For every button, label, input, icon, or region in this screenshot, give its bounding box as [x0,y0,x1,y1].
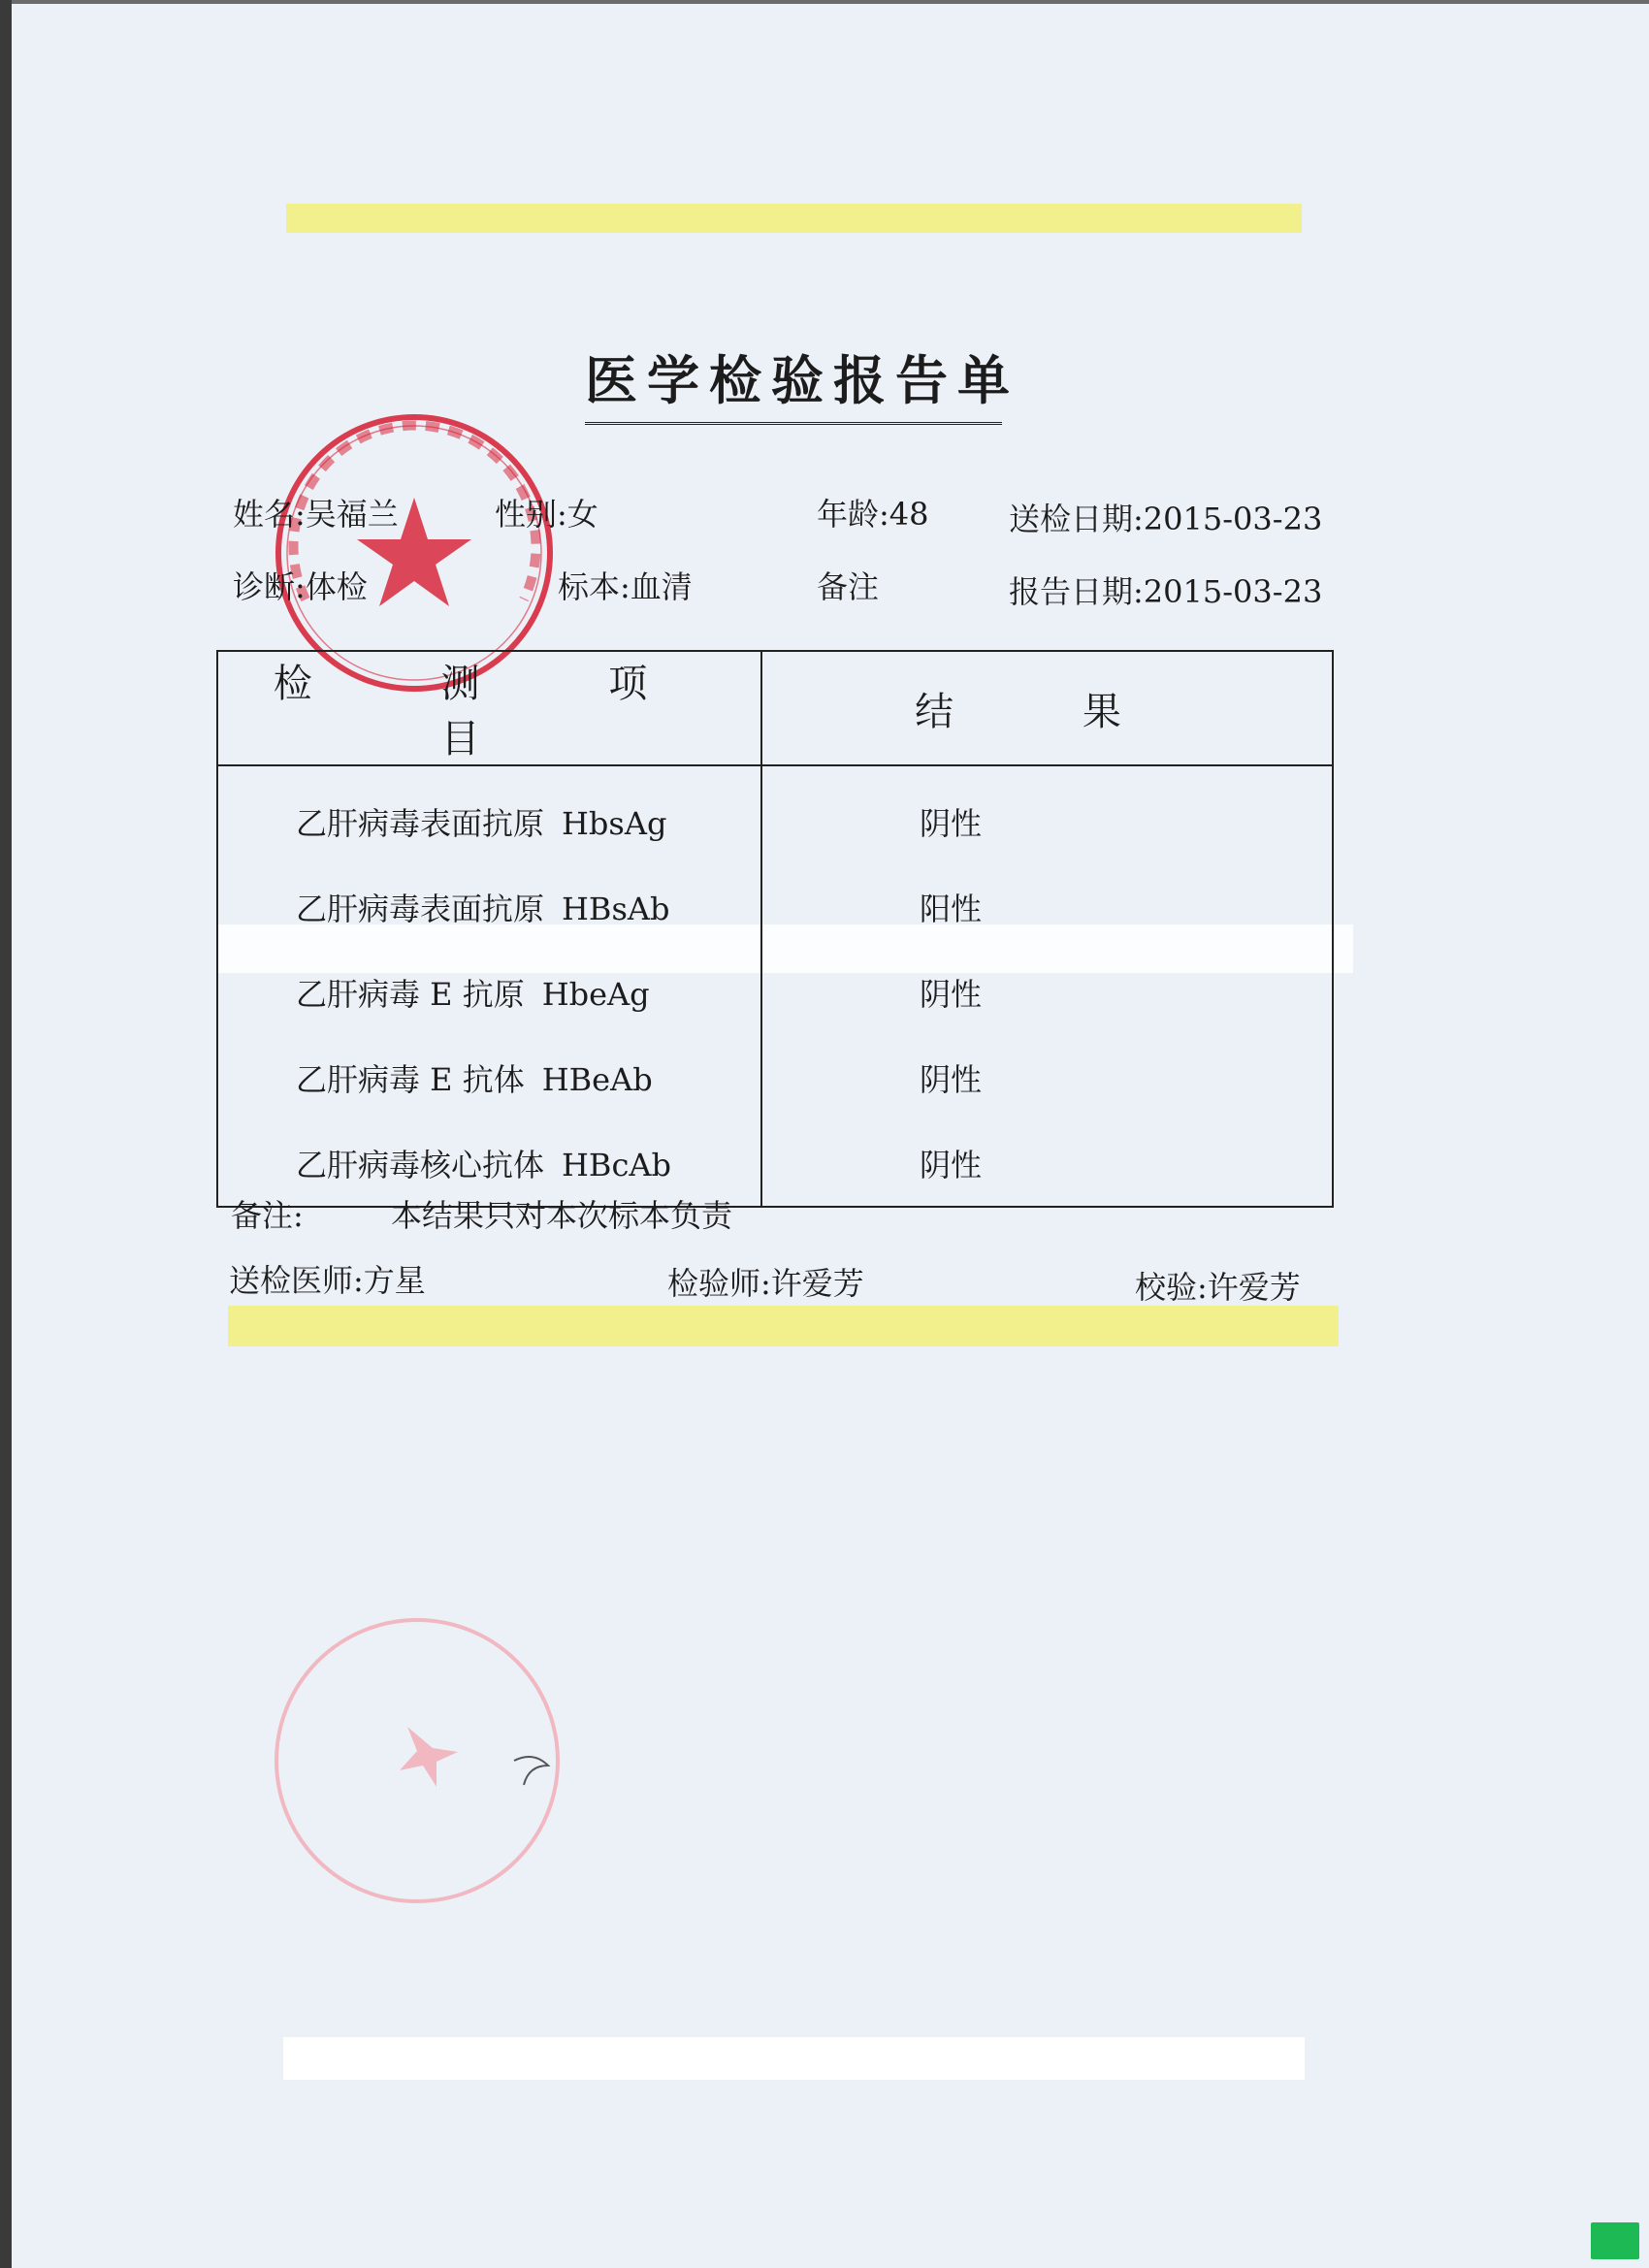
results-table-header [217,651,1333,765]
column-header-result: 结 果 [761,651,1333,765]
faded-seal-bleedthrough [267,1610,567,1911]
test-result-cell: 阳性 [761,864,1333,950]
diagnosis-field [233,563,368,607]
test-result-cell: 阴性 [761,765,1333,864]
doctor-field [229,1256,426,1301]
test-result-cell: 阴性 [761,950,1333,1035]
scan-white-strip [283,2037,1305,2080]
test-item-code: HBeAb [541,1061,653,1098]
test-result-cell: 阴性 [761,1035,1333,1120]
send-date-label: 送检日期: [1009,501,1144,537]
age-label: 年龄: [817,496,889,533]
checker-field [1135,1263,1301,1308]
test-item-code: HBcAb [562,1147,671,1183]
report-title: 医学检验报告单 [585,340,1002,425]
specimen-label: 标本: [558,568,630,605]
remark-field [817,563,879,607]
checker-label: 校验: [1135,1269,1208,1306]
test-item-name: 乙肝病毒 E 抗原 [296,976,525,1013]
test-item-cell [217,864,761,950]
patient-name-value: 吴福兰 [305,496,399,533]
highlight-bar-top [286,204,1302,233]
test-item-name: 乙肝病毒核心抗体 [296,1147,545,1183]
age-field [817,490,929,535]
table-row [217,765,1333,864]
test-result-cell: 阴性 [761,1120,1333,1207]
note-label: 备注: [231,1197,304,1234]
remark-label: 备注 [817,568,880,605]
watermark-badge [1591,2222,1639,2259]
results-table [216,650,1334,1208]
report-date-value: 2015-03-23 [1143,573,1323,610]
column-header-item: 检 测 项 目 [217,651,761,765]
scan-top-edge [12,0,1649,4]
diagnosis-value: 体检 [305,568,368,605]
gender-field [495,490,598,535]
specimen-value: 血清 [630,568,693,605]
technician-field [667,1259,864,1304]
test-item-code: HBsAb [562,891,670,927]
table-row [217,1035,1333,1120]
specimen-field [558,563,693,607]
checker-value: 许爱芳 [1207,1269,1301,1306]
send-date-field [1009,495,1322,539]
doctor-value: 方星 [363,1262,426,1299]
test-item-code: HbeAg [541,976,650,1013]
note-text: 本结果只对本次标本负责 [391,1197,733,1234]
test-item-name: 乙肝病毒 E 抗体 [296,1061,525,1098]
technician-value: 许爱芳 [770,1265,864,1302]
test-item-cell [217,765,761,864]
test-item-code: HbsAg [562,805,667,842]
send-date-value: 2015-03-23 [1143,501,1323,537]
technician-label: 检验师: [667,1265,771,1302]
doctor-label: 送检医师: [229,1262,364,1299]
age-value: 48 [889,496,929,533]
diagnosis-label: 诊断: [233,568,306,605]
table-row [217,950,1333,1035]
test-item-name: 乙肝病毒表面抗原 [296,891,545,927]
test-item-name: 乙肝病毒表面抗原 [296,805,545,842]
gender-value: 女 [566,496,598,533]
report-date-field [1009,567,1322,612]
gender-label: 性别: [495,496,567,533]
table-row [217,1120,1333,1207]
patient-name-field [233,490,399,535]
table-row [217,864,1333,950]
highlight-bar-bottom [228,1306,1339,1346]
test-item-cell [217,950,761,1035]
scan-left-edge [0,0,12,2268]
test-item-cell [217,1035,761,1120]
report-date-label: 报告日期: [1009,573,1144,610]
patient-name-label: 姓名: [233,496,306,533]
